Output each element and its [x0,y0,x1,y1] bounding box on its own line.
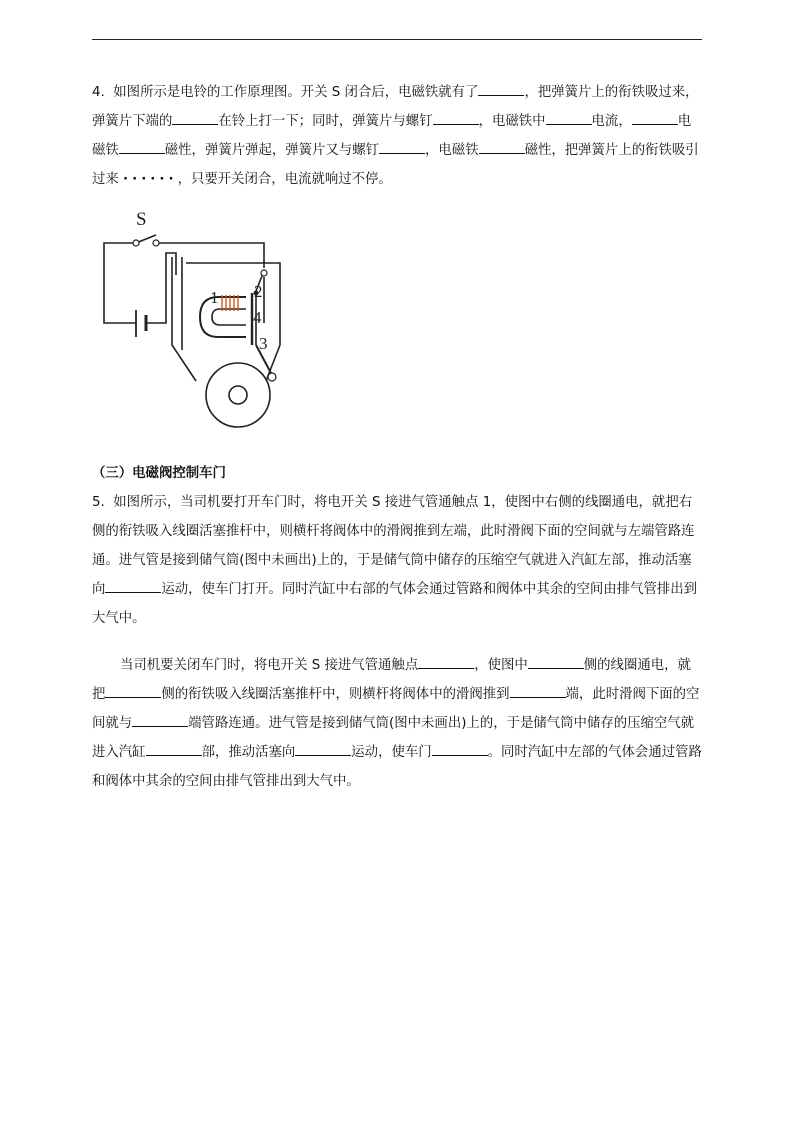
answer-blank[interactable] [105,683,161,698]
label-4: 4 [253,308,262,327]
question-number: 5. [92,495,105,510]
section-heading: （三）电磁阀控制车门 [92,466,226,481]
answer-blank[interactable] [479,139,525,154]
screw-terminal [261,270,267,276]
answer-blank[interactable] [510,683,566,698]
answer-blank[interactable] [146,741,202,756]
electric-bell-diagram [96,205,296,430]
answer-blank[interactable] [295,741,351,756]
switch-terminal [133,240,139,246]
answer-blank[interactable] [379,139,425,154]
label-s: S [136,209,147,230]
answer-blank[interactable] [433,110,479,125]
question-4: 4. 如图所示是电铃的工作原理图。开关 S 闭合后，电磁铁就有了 ，把弹簧片上的衔铁吸过来，弹簧片下端的 在铃上打一下；同时，弹簧片与螺钉 ，电磁铁中 电流， 电磁铁 磁性，弹簧片弹起，弹簧片又与螺钉 ，电磁铁 磁性，把弹簧片上的衔铁吸引过来 ······，只要开关闭合，电流就响过不停。 [92,78,704,194]
hammer-head [268,373,276,381]
answer-blank[interactable] [632,110,678,125]
answer-blank[interactable] [132,712,188,727]
label-1: 1 [210,288,219,307]
answer-blank[interactable] [172,110,218,125]
electromagnet-core [200,297,246,337]
ellipsis-dots: ······ [123,172,178,187]
answer-blank[interactable] [432,741,488,756]
switch-terminal [153,240,159,246]
bell-dome [206,363,270,427]
answer-blank[interactable] [478,81,524,96]
electromagnet-core-inner [212,309,246,325]
label-3: 3 [259,334,268,353]
label-2: 2 [254,282,263,301]
answer-blank[interactable] [546,110,592,125]
answer-blank[interactable] [418,654,474,669]
circuit-wire-left [104,243,136,323]
bell-center [229,386,247,404]
bell-frame-left [172,257,196,381]
question-5-part-1: 5. 如图所示，当司机要打开车门时，将电开关 S 接进气管通触点 1，使图中右侧的线圈通电，就把右侧的衔铁吸入线圈活塞推杆中，则横杆将阀体中的滑阀推到左端，此时滑阀下面的空间就与左端管路连通。进气管是接到储气筒(图中未画出)上的，于是储气筒中储存的压缩空气就进入汽缸左部，推动活塞向 运动，使车门打开。同时汽缸中右部的气体会通过管路和阀体中其余的空间由排气管排出到大气中。 [92,495,698,626]
header-rule [92,39,702,40]
answer-blank[interactable] [105,578,161,593]
question-5-part-2: 当司机要关闭车门时，将电开关 S 接进气管通触点 ，使图中 侧的线圈通电，就把 侧的衔铁吸入线圈活塞推杆中，则横杆将阀体中的滑阀推到 端，此时滑阀下面的空间就与 端管路连通。进气管是接到储气筒(图中未画出)上的，于是储气筒中储存的压缩空气就进入汽缸 部，推动活塞向 运动，使车门 。同时汽缸中左部的气体会通过管路和阀体中其余的空间由排气管排出到大气中。 [92,651,704,796]
answer-blank[interactable] [119,139,165,154]
question-number: 4. [92,85,105,100]
answer-blank[interactable] [528,654,584,669]
